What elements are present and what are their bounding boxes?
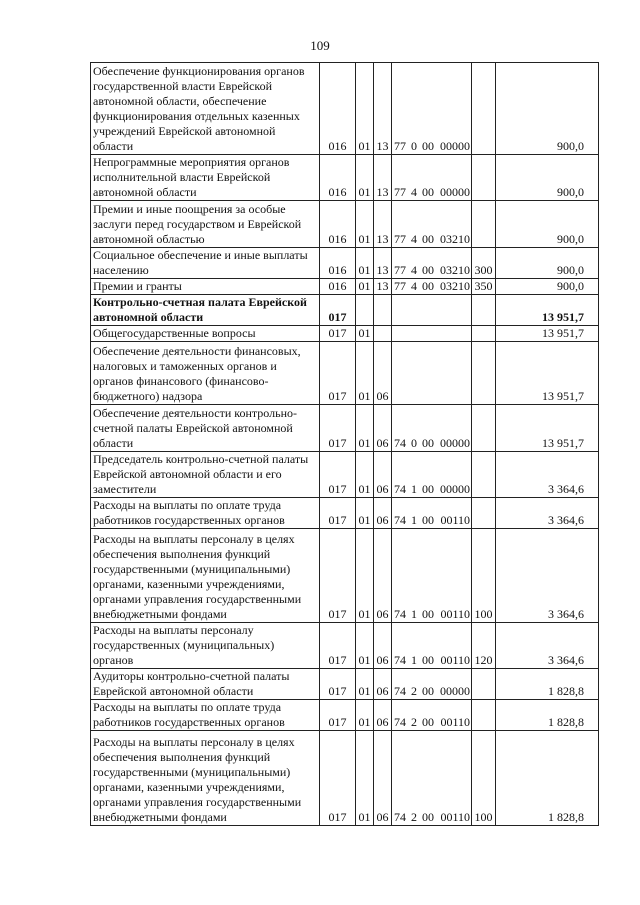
group-code: 00 (422, 810, 434, 824)
row-name: Общегосударственные вопросы (91, 326, 320, 342)
expense-type-code: 100 (472, 731, 496, 826)
subsection-code: 13 (374, 155, 392, 201)
amount: 900,0 (496, 63, 599, 155)
subsection-code: 06 (374, 669, 392, 700)
ministry-code: 017 (320, 700, 356, 731)
subprogram-code: 2 (411, 684, 417, 698)
section-code: 01 (356, 405, 374, 452)
program-code: 77 (394, 185, 406, 199)
section-code: 01 (356, 498, 374, 529)
program-code: 77 (394, 263, 406, 277)
expense-type-code (472, 326, 496, 342)
program-code: 74 (394, 715, 406, 729)
subsection-code (374, 326, 392, 342)
target-article-code (392, 731, 472, 826)
program-code: 77 (394, 232, 406, 246)
subprogram-code: 4 (411, 279, 417, 293)
subsection-code: 13 (374, 63, 392, 155)
ministry-code: 017 (320, 452, 356, 498)
program-code: 74 (394, 653, 406, 667)
subsection-code: 13 (374, 201, 392, 248)
group-code: 00 (422, 279, 434, 293)
table-row (91, 279, 599, 295)
expense-type-code (472, 342, 496, 405)
section-code: 01 (356, 279, 374, 295)
amount: 1 828,8 (496, 731, 599, 826)
amount: 13 951,7 (496, 342, 599, 405)
ministry-code: 017 (320, 326, 356, 342)
expense-type-code: 120 (472, 623, 496, 669)
subsection-code: 06 (374, 452, 392, 498)
amount: 13 951,7 (496, 295, 599, 326)
amount: 3 364,6 (496, 498, 599, 529)
target-article-code (392, 700, 472, 731)
group-code: 00 (422, 607, 434, 621)
amount: 13 951,7 (496, 405, 599, 452)
subprogram-code: 1 (411, 513, 417, 527)
subsection-code: 06 (374, 405, 392, 452)
program-code: 74 (394, 810, 406, 824)
direction-code: 00110 (440, 715, 470, 729)
target-article-code (392, 342, 472, 405)
amount: 900,0 (496, 155, 599, 201)
target-article-code (392, 295, 472, 326)
expense-type-code (472, 405, 496, 452)
ministry-code: 016 (320, 248, 356, 279)
row-name: Обеспечение функционирования органов государственной власти Еврейской автономной области, обеспечение функционирования отдельных казенных учреждений Еврейской автономной области (91, 63, 320, 155)
amount: 1 828,8 (496, 669, 599, 700)
program-code: 77 (394, 139, 406, 153)
group-code: 00 (422, 513, 434, 527)
direction-code: 00000 (440, 482, 470, 496)
expense-type-code: 100 (472, 529, 496, 623)
row-name: Расходы на выплаты по оплате труда работников государственных органов (91, 700, 320, 731)
group-code: 00 (422, 715, 434, 729)
group-code: 00 (422, 436, 434, 450)
expense-type-code (472, 295, 496, 326)
target-article-code (392, 452, 472, 498)
group-code: 00 (422, 482, 434, 496)
subprogram-code: 2 (411, 715, 417, 729)
table-row (91, 669, 599, 700)
table-row (91, 248, 599, 279)
row-name: Премии и иные поощрения за особые заслуги перед государством и Еврейской автономной областью (91, 201, 320, 248)
amount: 3 364,6 (496, 452, 599, 498)
subsection-code: 13 (374, 248, 392, 279)
target-article-code (392, 279, 472, 295)
expense-type-code: 300 (472, 248, 496, 279)
ministry-code: 017 (320, 405, 356, 452)
ministry-code: 017 (320, 342, 356, 405)
ministry-code: 016 (320, 279, 356, 295)
section-code: 01 (356, 342, 374, 405)
section-code (356, 295, 374, 326)
table-row (91, 731, 599, 826)
row-name: Аудиторы контрольно-счетной палаты Еврейской автономной области (91, 669, 320, 700)
ministry-code: 017 (320, 498, 356, 529)
target-article-code (392, 498, 472, 529)
row-name: Расходы на выплаты персоналу в целях обеспечения выполнения функций государственными (муниципальными) органами, казенными учреждениями, органами управления государственными внебюджетными фондами (91, 529, 320, 623)
row-name: Социальное обеспечение и иные выплаты населению (91, 248, 320, 279)
table-row (91, 201, 599, 248)
section-code: 01 (356, 201, 374, 248)
table-row (91, 326, 599, 342)
row-name: Расходы на выплаты персоналу государственных (муниципальных) органов (91, 623, 320, 669)
table-row (91, 498, 599, 529)
target-article-code (392, 63, 472, 155)
subprogram-code: 2 (411, 810, 417, 824)
target-article-code (392, 529, 472, 623)
section-code: 01 (356, 326, 374, 342)
program-code: 77 (394, 279, 406, 293)
ministry-code: 016 (320, 155, 356, 201)
table-row (91, 405, 599, 452)
page-number: 109 (310, 38, 330, 53)
direction-code: 00110 (440, 513, 470, 527)
amount: 1 828,8 (496, 700, 599, 731)
ministry-code: 017 (320, 295, 356, 326)
ministry-code: 016 (320, 201, 356, 248)
table-row (91, 529, 599, 623)
subprogram-code: 4 (411, 263, 417, 277)
amount: 900,0 (496, 248, 599, 279)
subsection-code: 06 (374, 529, 392, 623)
direction-code: 00110 (440, 810, 470, 824)
group-code: 00 (422, 185, 434, 199)
amount: 900,0 (496, 201, 599, 248)
target-article-code (392, 669, 472, 700)
target-article-code (392, 326, 472, 342)
subsection-code (374, 295, 392, 326)
table-row (91, 155, 599, 201)
direction-code: 00000 (440, 185, 470, 199)
section-code: 01 (356, 731, 374, 826)
direction-code: 03210 (440, 263, 470, 277)
group-code: 00 (422, 684, 434, 698)
expense-type-code (472, 452, 496, 498)
subsection-code: 06 (374, 498, 392, 529)
ministry-code: 017 (320, 731, 356, 826)
section-code: 01 (356, 248, 374, 279)
direction-code: 03210 (440, 279, 470, 293)
ministry-code: 017 (320, 623, 356, 669)
program-code: 74 (394, 607, 406, 621)
direction-code: 00000 (440, 684, 470, 698)
expense-type-code (472, 63, 496, 155)
row-name: Расходы на выплаты персоналу в целях обеспечения выполнения функций государственными (муниципальными) органами, казенными учреждениями, органами управления государственными внебюджетными фондами (91, 731, 320, 826)
subprogram-code: 1 (411, 607, 417, 621)
budget-rows (91, 63, 599, 826)
subprogram-code: 4 (411, 232, 417, 246)
table-row (91, 452, 599, 498)
ministry-code: 017 (320, 529, 356, 623)
row-name: Председатель контрольно-счетной палаты Еврейской автономной области и его заместители (91, 452, 320, 498)
group-code: 00 (422, 139, 434, 153)
amount: 3 364,6 (496, 623, 599, 669)
target-article-code (392, 405, 472, 452)
section-code: 01 (356, 529, 374, 623)
subsection-code: 06 (374, 623, 392, 669)
target-article-code (392, 623, 472, 669)
table-row (91, 700, 599, 731)
section-code: 01 (356, 700, 374, 731)
direction-code: 03210 (440, 232, 470, 246)
target-article-code (392, 155, 472, 201)
ministry-code: 016 (320, 63, 356, 155)
direction-code: 00000 (440, 436, 470, 450)
section-code: 01 (356, 452, 374, 498)
subsection-code: 06 (374, 700, 392, 731)
direction-code: 00110 (440, 607, 470, 621)
row-name: Премии и гранты (91, 279, 320, 295)
table-row (91, 342, 599, 405)
program-code: 74 (394, 482, 406, 496)
direction-code: 00000 (440, 139, 470, 153)
amount: 3 364,6 (496, 529, 599, 623)
subprogram-code: 0 (411, 139, 417, 153)
section-code: 01 (356, 623, 374, 669)
expense-type-code: 350 (472, 279, 496, 295)
subprogram-code: 0 (411, 436, 417, 450)
section-code: 01 (356, 155, 374, 201)
section-code: 01 (356, 669, 374, 700)
group-code: 00 (422, 263, 434, 277)
section-code: 01 (356, 63, 374, 155)
amount: 13 951,7 (496, 326, 599, 342)
subsection-code: 06 (374, 342, 392, 405)
program-code: 74 (394, 513, 406, 527)
expense-type-code (472, 155, 496, 201)
program-code: 74 (394, 436, 406, 450)
table-row (91, 63, 599, 155)
table-row (91, 623, 599, 669)
row-name: Обеспечение деятельности финансовых, налоговых и таможенных органов и органов финансового (финансово-бюджетного) надзора (91, 342, 320, 405)
amount: 900,0 (496, 279, 599, 295)
group-code: 00 (422, 653, 434, 667)
program-code: 74 (394, 684, 406, 698)
expense-type-code (472, 700, 496, 731)
direction-code: 00110 (440, 653, 470, 667)
subsection-code: 13 (374, 279, 392, 295)
group-code: 00 (422, 232, 434, 246)
row-name: Непрограммные мероприятия органов исполнительной власти Еврейской автономной области (91, 155, 320, 201)
table-row (91, 295, 599, 326)
ministry-code: 017 (320, 669, 356, 700)
expense-type-code (472, 669, 496, 700)
row-name: Контрольно-счетная палата Еврейской автономной области (91, 295, 320, 326)
subprogram-code: 4 (411, 185, 417, 199)
expense-type-code (472, 201, 496, 248)
budget-table (90, 62, 599, 826)
subprogram-code: 1 (411, 653, 417, 667)
expense-type-code (472, 498, 496, 529)
row-name: Обеспечение деятельности контрольно-счетной палаты Еврейской автономной области (91, 405, 320, 452)
target-article-code (392, 201, 472, 248)
target-article-code (392, 248, 472, 279)
subsection-code: 06 (374, 731, 392, 826)
subprogram-code: 1 (411, 482, 417, 496)
row-name: Расходы на выплаты по оплате труда работников государственных органов (91, 498, 320, 529)
